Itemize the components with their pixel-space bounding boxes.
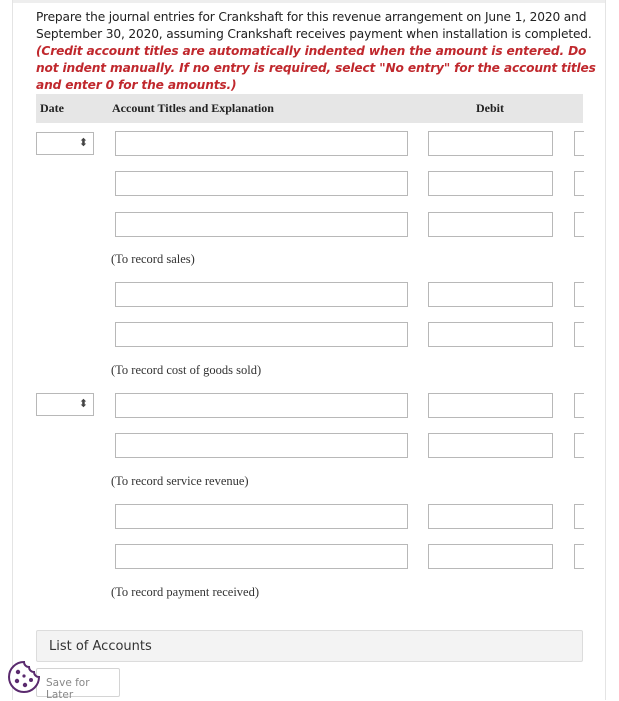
date-select-1[interactable] bbox=[36, 132, 94, 155]
question-text: Prepare the journal entries for Crankshaft for this revenue arrangement on June 1, 2020 and September 30, 2020, assuming Crankshaft receives payment when installation is completed. bbox=[36, 10, 592, 41]
header-account-titles: Account Titles and Explanation bbox=[112, 101, 274, 115]
account-title-input[interactable] bbox=[115, 171, 408, 196]
account-title-input[interactable] bbox=[115, 504, 408, 529]
debit-input[interactable] bbox=[428, 171, 553, 196]
credit-input[interactable] bbox=[574, 504, 584, 529]
journal-table-header bbox=[36, 94, 583, 123]
account-title-input[interactable] bbox=[115, 131, 408, 156]
memo-record-sales: (To record sales) bbox=[111, 252, 195, 266]
account-title-input[interactable] bbox=[115, 544, 408, 569]
credit-input[interactable] bbox=[574, 393, 584, 418]
credit-input[interactable] bbox=[574, 544, 584, 569]
cookie-settings-icon[interactable] bbox=[7, 660, 41, 694]
credit-input[interactable] bbox=[574, 171, 584, 196]
credit-input[interactable] bbox=[574, 282, 584, 307]
list-of-accounts-label: List of Accounts bbox=[49, 639, 152, 654]
chevron-up-down-icon: ⬍ bbox=[78, 397, 88, 410]
list-of-accounts-button[interactable] bbox=[36, 630, 583, 662]
chevron-up-down-icon: ⬍ bbox=[78, 136, 88, 149]
credit-input[interactable] bbox=[574, 322, 584, 347]
save-for-later-label: Save for Later bbox=[46, 677, 90, 701]
credit-input[interactable] bbox=[574, 212, 584, 237]
debit-input[interactable] bbox=[428, 131, 553, 156]
debit-input[interactable] bbox=[428, 212, 553, 237]
debit-input[interactable] bbox=[428, 282, 553, 307]
credit-input[interactable] bbox=[574, 433, 584, 458]
debit-input[interactable] bbox=[428, 504, 553, 529]
save-for-later-button[interactable] bbox=[36, 668, 120, 701]
question-note: (Credit account titles are automatically indented when the amount is entered. Do not indent manually. If no entry is required, select "No entry" for the account titles and enter 0 for the amounts.) bbox=[36, 44, 596, 92]
header-date: Date bbox=[40, 101, 64, 115]
account-title-input[interactable] bbox=[115, 282, 408, 307]
account-title-input[interactable] bbox=[115, 212, 408, 237]
account-title-input[interactable] bbox=[115, 433, 408, 458]
credit-input[interactable] bbox=[574, 131, 584, 156]
memo-record-service-revenue: (To record service revenue) bbox=[111, 474, 249, 488]
debit-input[interactable] bbox=[428, 393, 553, 418]
header-debit: Debit bbox=[476, 101, 504, 115]
memo-record-payment: (To record payment received) bbox=[111, 585, 260, 599]
date-select-2[interactable] bbox=[36, 393, 94, 416]
account-title-input[interactable] bbox=[115, 322, 408, 347]
memo-record-cogs: (To record cost of goods sold) bbox=[111, 363, 262, 377]
account-title-input[interactable] bbox=[115, 393, 408, 418]
question-prompt bbox=[36, 9, 596, 94]
debit-input[interactable] bbox=[428, 544, 553, 569]
debit-input[interactable] bbox=[428, 433, 553, 458]
debit-input[interactable] bbox=[428, 322, 553, 347]
